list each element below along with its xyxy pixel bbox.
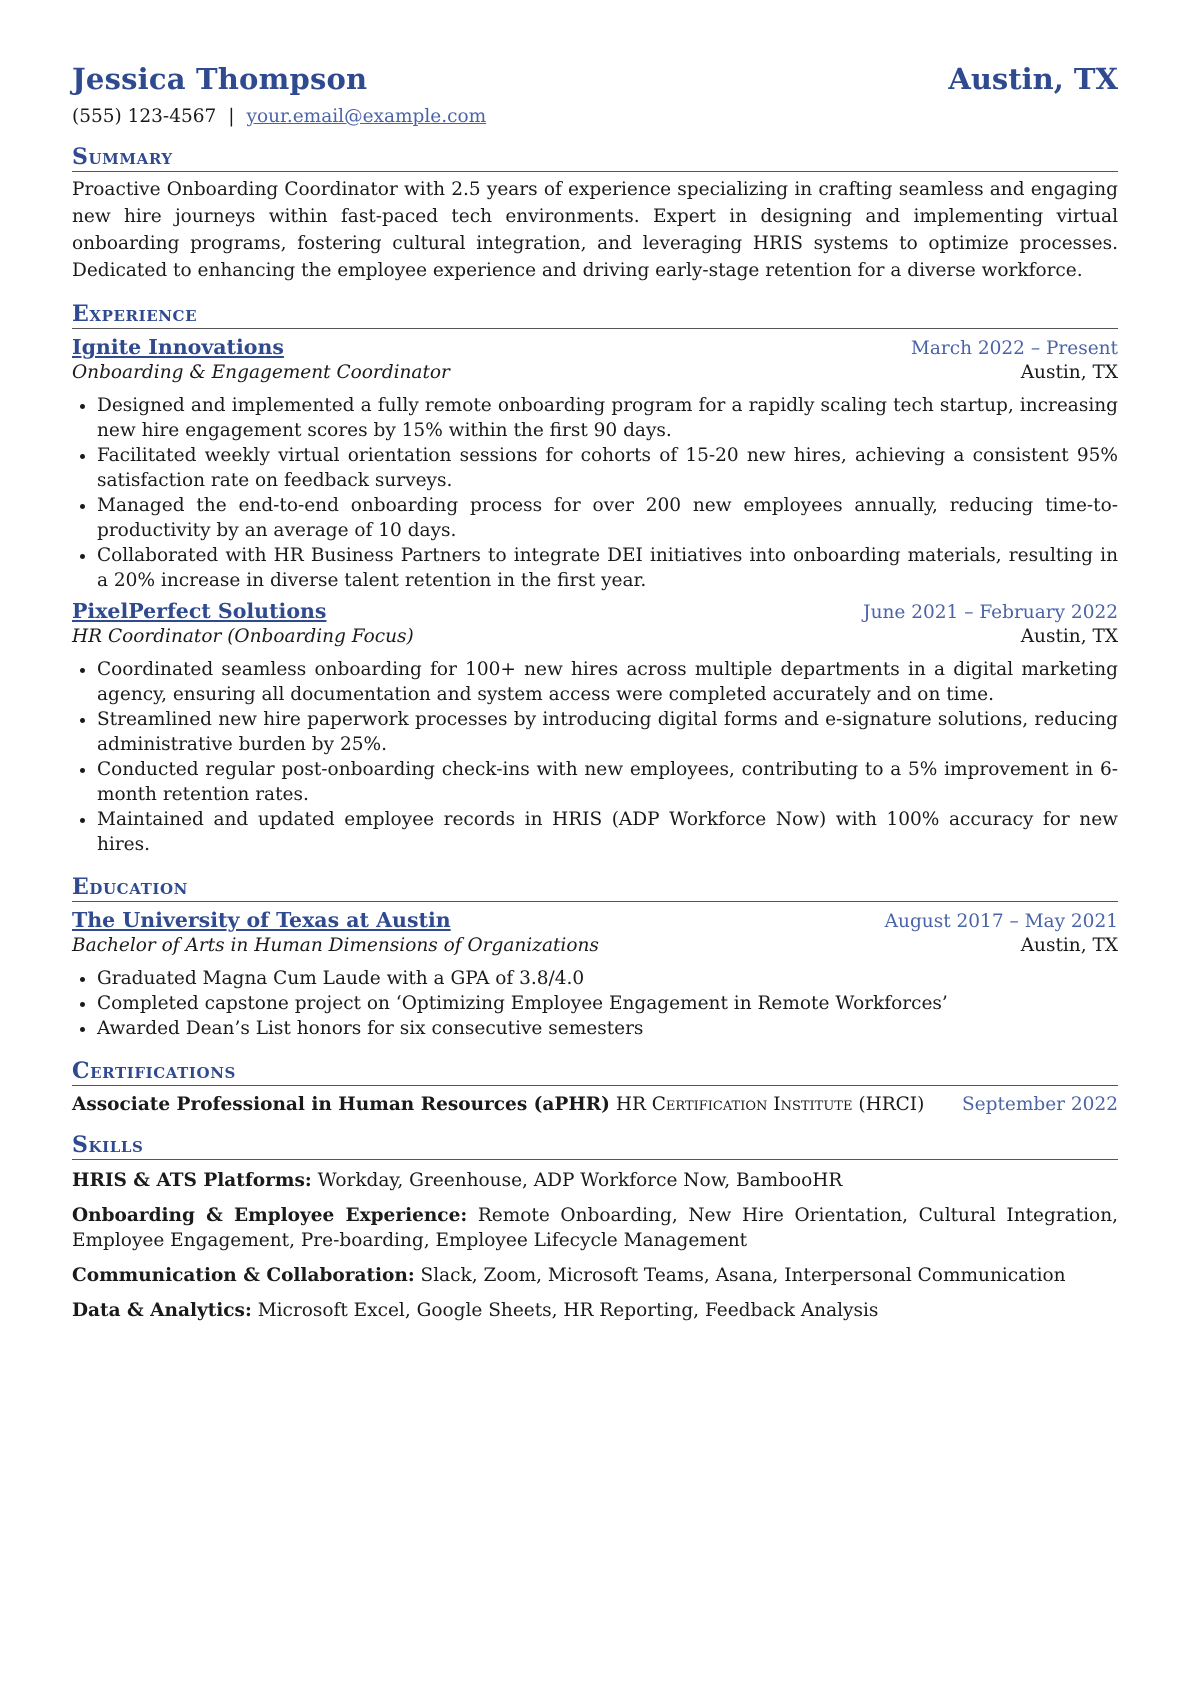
bullet-list [72, 966, 1118, 1041]
degree: Bachelor of Arts in Human Dimensions of Organizations [72, 935, 599, 956]
certification-issuer-abbr: (HRCI) [858, 1094, 925, 1115]
entry-header [72, 335, 1118, 359]
skill-items: Microsoft Excel, Google Sheets, HR Reporting, Feedback Analysis [257, 1300, 879, 1321]
bullet-item: • Graduated Magna Cum Laude with a GPA of 3.8/4.0 [97, 966, 1118, 991]
certification-date: September 2022 [962, 1094, 1118, 1115]
certification-name: Associate Professional in Human Resources (aPHR) [72, 1094, 610, 1115]
skill-category: Data & Analytics: [72, 1300, 252, 1321]
bullet-item: • Collaborated with HR Business Partners to integrate DEI initiatives into onboarding materials, resulting in a 20% increase in diverse talent retention in the first year. [97, 543, 1118, 593]
bullet-item: • Streamlined new hire paperwork processes by introducing digital forms and e-signature solutions, reducing administrative burden by 25%. [97, 707, 1118, 757]
bullet-item: • Designed and implemented a fully remote onboarding program for a rapidly scaling tech startup, increasing new hire engagement scores by 15% within the first 90 days. [97, 393, 1118, 443]
skill-category: HRIS & ATS Platforms: [72, 1170, 312, 1191]
bullet-list [72, 657, 1118, 857]
skill-items: Slack, Zoom, Microsoft Teams, Asana, Interpersonal Communication [420, 1265, 1066, 1286]
bullet-item: • Maintained and updated employee records in HRIS (ADP Workforce Now) with 100% accuracy for new hires. [97, 807, 1118, 857]
section-title-summary: Summary [72, 143, 1118, 172]
entry-dates: March 2022 – Present [910, 338, 1118, 359]
entry-subheader [72, 935, 1118, 956]
section-title-certifications: Certifications [72, 1057, 1118, 1086]
company-name[interactable]: PixelPerfect Solutions [72, 599, 327, 623]
bullet-item: • Coordinated seamless onboarding for 100+ new hires across multiple departments in a digital marketing agency, ensuring all documentation and system access were completed accurately and on time. [97, 657, 1118, 707]
school-name[interactable]: The University of Texas at Austin [72, 908, 451, 932]
company-name[interactable]: Ignite Innovations [72, 335, 284, 359]
candidate-location: Austin, TX [948, 62, 1118, 96]
skill-category: Onboarding & Employee Experience: [72, 1205, 468, 1226]
phone-number: (555) 123-4567 [72, 106, 217, 127]
skill-items: Remote Onboarding, New Hire Orientation, Cultural Integration, Employee Engagement, Pre-boarding, Employee Lifecycle Management [72, 1205, 1118, 1251]
resume-header [72, 62, 1118, 96]
entry-dates: June 2021 – February 2022 [863, 602, 1118, 623]
summary-paragraph: Proactive Onboarding Coordinator with 2.5 years of experience specializing in crafting seamless and engaging new hire journeys within fast-paced tech environments. Expert in designing and implementing virtual onboarding programs, fostering cultural integration, and leveraging HRIS systems to optimize processes. Dedicated to enhancing the employee experience and driving early-stage retention for a diverse workforce. [72, 179, 1118, 281]
skill-row [72, 1298, 1118, 1323]
section-title-skills: Skills [72, 1131, 1118, 1160]
skill-row [72, 1263, 1118, 1288]
education-entry [72, 908, 1118, 1041]
skill-row [72, 1203, 1118, 1253]
bullet-item: • Conducted regular post-onboarding check-ins with new employees, contributing to a 5% improvement in 6-month retention rates. [97, 757, 1118, 807]
bullet-list [72, 393, 1118, 593]
entry-location: Austin, TX [1020, 935, 1118, 956]
entry-dates: August 2017 – May 2021 [884, 911, 1118, 932]
contact-separator: | [228, 106, 235, 127]
job-title: Onboarding & Engagement Coordinator [72, 362, 450, 383]
experience-entry [72, 599, 1118, 857]
job-title: HR Coordinator (Onboarding Focus) [72, 626, 414, 647]
entry-header [72, 599, 1118, 623]
bullet-item: • Managed the end-to-end onboarding process for over 200 new employees annually, reducing time-to-productivity by an average of 10 days. [97, 493, 1118, 543]
bullet-item: • Awarded Dean’s List honors for six consecutive semesters [97, 1016, 1118, 1041]
contact-line [72, 106, 1118, 127]
certification-text [72, 1094, 924, 1115]
entry-location: Austin, TX [1020, 362, 1118, 383]
entry-subheader [72, 362, 1118, 383]
bullet-item: • Completed capstone project on ‘Optimizing Employee Engagement in Remote Workforces’ [97, 991, 1118, 1016]
skills-list [72, 1168, 1118, 1323]
certification-issuer: HR Certification Institute [615, 1094, 853, 1115]
candidate-name: Jessica Thompson [72, 62, 368, 96]
email-link[interactable]: your.email@example.com [246, 106, 487, 127]
skill-row [72, 1168, 1118, 1193]
entry-header [72, 908, 1118, 932]
skill-items: Workday, Greenhouse, ADP Workforce Now, BambooHR [317, 1170, 843, 1191]
section-title-education: Education [72, 873, 1118, 902]
certification-row [72, 1094, 1118, 1115]
section-title-experience: Experience [72, 300, 1118, 329]
entry-subheader [72, 626, 1118, 647]
entry-location: Austin, TX [1020, 626, 1118, 647]
experience-entry [72, 335, 1118, 593]
bullet-item: • Facilitated weekly virtual orientation sessions for cohorts of 15-20 new hires, achieving a consistent 95% satisfaction rate on feedback surveys. [97, 443, 1118, 493]
skill-category: Communication & Collaboration: [72, 1265, 415, 1286]
